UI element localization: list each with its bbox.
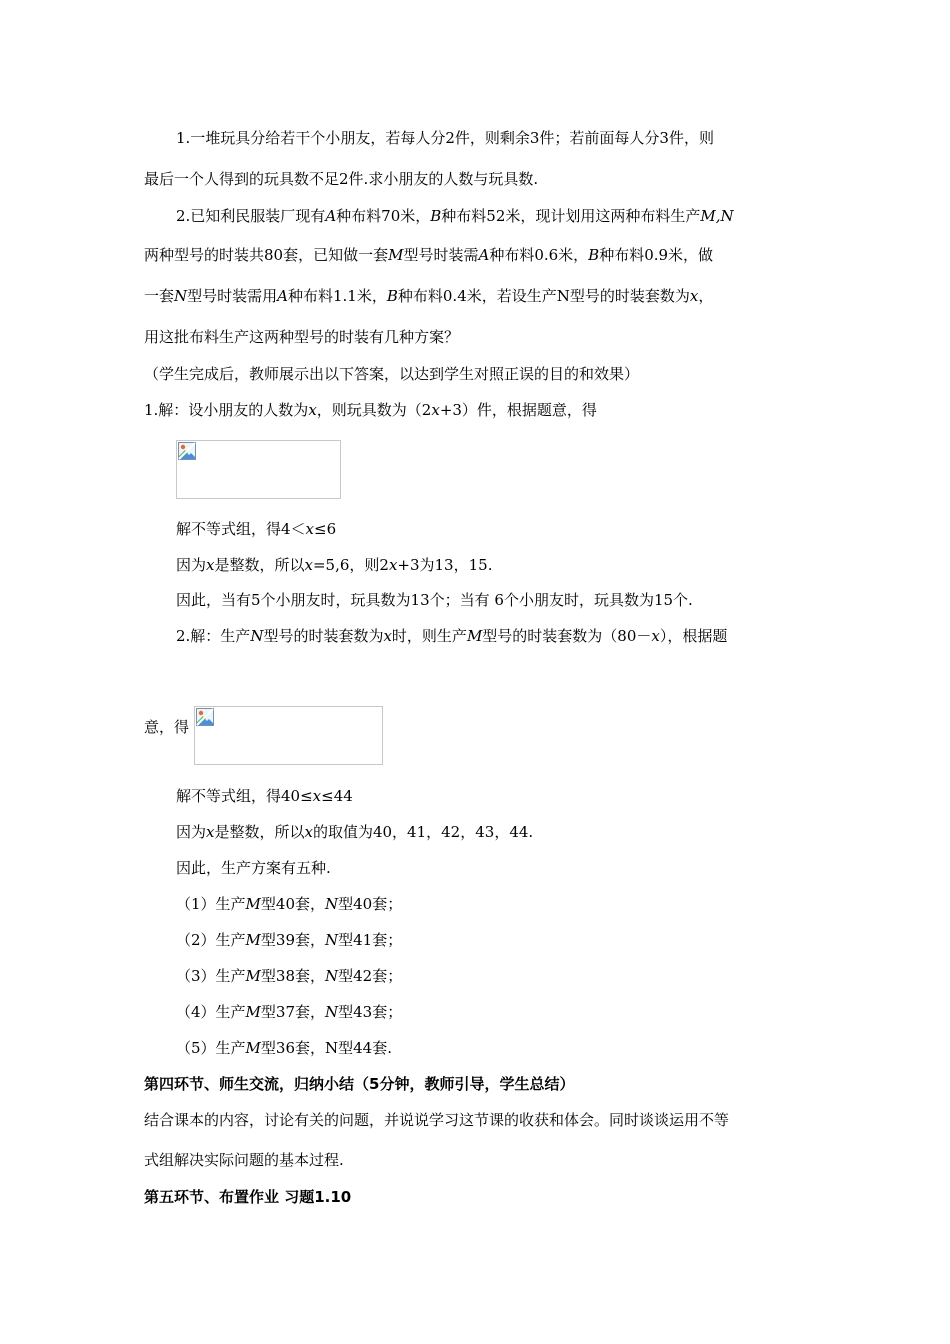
problem-2-line-2 <box>144 245 713 265</box>
var-n: N <box>325 1039 339 1057</box>
text-run: 型40套， <box>260 895 325 913</box>
text-run: 种布料0.6米， <box>489 246 589 264</box>
text-run: （2）生产 <box>176 931 246 949</box>
text-run: 时，则生产 <box>391 627 467 645</box>
var-n: N <box>174 287 188 305</box>
solution-2-line-3 <box>176 786 353 806</box>
var-x: x <box>308 401 317 419</box>
section-5-heading: 第五环节、布置作业 习题1.10 <box>144 1188 352 1206</box>
text-run: 型38套， <box>260 967 325 985</box>
var-a: A <box>325 207 337 225</box>
var-x: x <box>304 556 313 574</box>
var-x: x <box>206 556 215 574</box>
problem-2-line-4: 用这批布料生产这两种型号的时装有几种方案？ <box>144 328 460 346</box>
solution-2-line-2: 意，得 <box>144 718 190 736</box>
var-n: N <box>325 895 339 913</box>
section-4-heading: 第四环节、师生交流，归纳小结（5分钟，教师引导，学生总结） <box>144 1075 575 1093</box>
broken-image-icon <box>178 442 196 460</box>
text-run: 两种型号的时装共80套，已知做一套 <box>144 246 389 264</box>
text-run: 型41套； <box>338 931 403 949</box>
solution-2-line-5: 因此，生产方案有五种. <box>176 859 331 877</box>
text-run: 因为 <box>176 823 207 841</box>
text-run: 解不等式组，得4＜ <box>176 520 306 538</box>
text-run: 型36套， <box>260 1039 325 1057</box>
var-m: M <box>388 246 404 264</box>
text-run: +3）件，根据题意，得 <box>439 401 597 419</box>
solution-2-line-4 <box>176 822 533 842</box>
text-run: 的取值为40，41，42，43，44. <box>312 823 534 841</box>
var-x: x <box>431 401 440 419</box>
text-run: 种布料0.9米，做 <box>599 246 714 264</box>
text-run: 型37套， <box>260 1003 325 1021</box>
text-run: ， <box>698 287 714 305</box>
text-run: 型40套； <box>338 895 403 913</box>
var-n: N <box>325 1003 339 1021</box>
var-x: x <box>305 520 315 538</box>
text-run: =5,6，则2 <box>312 556 389 574</box>
text-run: 型43套； <box>338 1003 403 1021</box>
var-m: M <box>245 931 261 949</box>
solution-1-line-3 <box>176 555 492 575</box>
text-run: （3）生产 <box>176 967 246 985</box>
text-run: 2.解：生产 <box>176 627 251 645</box>
solution-1-line-2 <box>176 519 336 539</box>
text-run: 种布料0.4米，若设生产N型号的时装套数为 <box>397 287 690 305</box>
text-run: 型号时装需 <box>403 246 479 264</box>
text-run: 种布料52米，现计划用这两种布料生产 <box>441 207 701 225</box>
solution-1-line-4: 因此，当有5个小朋友时，玩具数为13个；当有 6个小朋友时，玩具数为15个. <box>176 591 693 609</box>
var-n: N <box>325 967 339 985</box>
var-a: A <box>478 246 490 264</box>
text-run: 型号时装需用 <box>187 287 278 305</box>
plan-item <box>176 1038 392 1058</box>
plan-item <box>176 1002 402 1022</box>
text-run: 型42套； <box>338 967 403 985</box>
text-run: 型号的时装套数为 <box>263 627 384 645</box>
text-run: 解不等式组，得40≤ <box>176 787 313 805</box>
plan-item <box>176 930 402 950</box>
var-x: x <box>383 627 392 645</box>
var-mn: M,N <box>700 207 734 225</box>
problem-2-line-3 <box>144 286 713 306</box>
var-x: x <box>651 627 660 645</box>
text-run: 是整数，所以 <box>214 823 305 841</box>
text-run: 型44套. <box>338 1039 392 1057</box>
var-m: M <box>245 967 261 985</box>
section-4-line-2: 式组解决实际问题的基本过程. <box>144 1151 344 1169</box>
text-run: 一套 <box>144 287 175 305</box>
var-x: x <box>304 823 313 841</box>
inequality-system-image-1 <box>176 440 341 499</box>
var-m: M <box>245 895 261 913</box>
var-b: B <box>588 246 600 264</box>
var-n: N <box>250 627 264 645</box>
text-run: ≤6 <box>314 520 337 538</box>
text-run: （4）生产 <box>176 1003 246 1021</box>
var-x: x <box>206 823 215 841</box>
var-b: B <box>430 207 442 225</box>
var-a: A <box>277 287 288 305</box>
text-run: ），根据题 <box>659 627 728 645</box>
plan-item <box>176 894 402 914</box>
text-run: 1.解：设小朋友的人数为 <box>144 401 309 419</box>
text-run: 型39套， <box>260 931 325 949</box>
text-run: 种布料1.1米， <box>288 287 387 305</box>
var-x: x <box>312 787 322 805</box>
inequality-system-image-2 <box>194 706 383 765</box>
text-run: 是整数，所以 <box>214 556 305 574</box>
var-b: B <box>386 287 398 305</box>
text-run: 种布料70米， <box>336 207 431 225</box>
problem-1-line-1: 1.一堆玩具分给若干个小朋友，若每人分2件，则剩余3件；若前面每人分3件，则 <box>176 129 714 147</box>
var-m: M <box>245 1039 261 1057</box>
solution-1-line-1 <box>144 400 597 420</box>
var-n: N <box>325 931 339 949</box>
text-run: 因为 <box>176 556 207 574</box>
problem-2-line-1 <box>176 206 734 226</box>
text-run: （5）生产 <box>176 1039 246 1057</box>
section-4-line-1: 结合课本的内容，讨论有关的问题，并说说学习这节课的收获和体会。同时谈谈运用不等 <box>144 1111 730 1129</box>
problem-1-line-2: 最后一个人得到的玩具数不足2件.求小朋友的人数与玩具数. <box>144 170 539 188</box>
text-run: +3为13，15. <box>397 556 493 574</box>
var-x: x <box>689 287 699 305</box>
teacher-note: （学生完成后，教师展示出以下答案，以达到学生对照正误的目的和效果） <box>144 365 640 383</box>
text-run: ≤44 <box>321 787 353 805</box>
plan-item <box>176 966 402 986</box>
text-run: 型号的时装套数为（80－ <box>482 627 652 645</box>
solution-2-line-1 <box>176 626 727 646</box>
var-x: x <box>388 556 398 574</box>
text-run: 2.已知利民服装厂现有 <box>176 207 326 225</box>
var-m: M <box>245 1003 261 1021</box>
text-run: （1）生产 <box>176 895 246 913</box>
var-m: M <box>466 627 483 645</box>
text-run: ，则玩具数为（2 <box>316 401 432 419</box>
broken-image-icon <box>196 708 214 726</box>
